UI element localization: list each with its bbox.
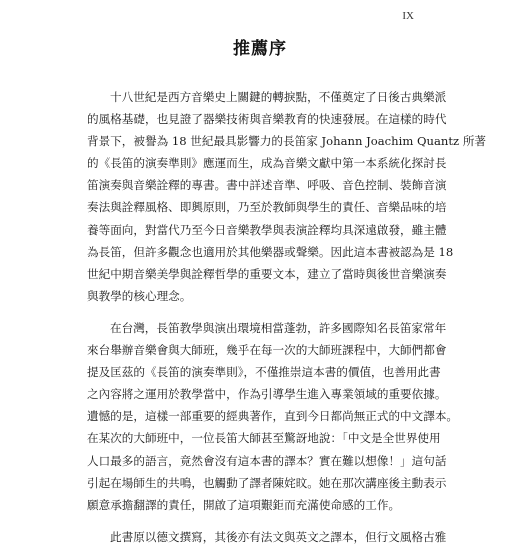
text-line: 提及匡茲的《長笛的演奏準則》，不僅推崇這本書的價值，也善用此書 — [87, 365, 441, 380]
text-line: 養等面向，對當代乃至今日音樂教學與表演詮釋均具深遠啟發，雖主體 — [87, 222, 447, 237]
text-line: 為長笛，但許多觀念也適用於其他樂器或聲樂。因此這本書被認為是 18 — [87, 244, 454, 259]
text-line: 十八世紀是西方音樂史上關鍵的轉捩點，不僅奠定了日後古典樂派 — [110, 90, 447, 104]
body-text — [87, 86, 487, 558]
text-line: 人口最多的語言，竟然會沒有這本書的譯本？實在難以想像！」這句話 — [87, 453, 447, 468]
paragraph-3 — [87, 526, 447, 548]
paragraph-1 — [87, 86, 487, 307]
page-title: 推薦序 — [233, 39, 287, 59]
text-line: 的風格基礎，也見證了器樂技術與音樂教育的快速發展。在這樣的時代 — [87, 112, 447, 127]
text-line: 在某次的大師班中，一位長笛大師甚至驚訝地說：「中文是全世界使用 — [87, 431, 441, 446]
text-line: 在台灣，長笛教學與演出環境相當蓬勃，許多國際知名長笛家常年 — [110, 320, 447, 335]
text-line: 世紀中期音樂美學與詮釋哲學的重要文本，建立了當時與後世音樂演奏 — [87, 266, 447, 281]
text-line: 引起在場師生的共鳴，也觸動了譯者陳姹旼。她在那次講座後主動表示 — [87, 475, 447, 490]
page-number: IX — [402, 10, 414, 22]
text-line: 願意承擔翻譯的責任，開啟了這項艱鉅而充滿使命感的工作。 — [87, 497, 401, 512]
text-line: 來台舉辦音樂會與大師班，幾乎在每一次的大師班課程中，大師們都會 — [87, 343, 447, 358]
text-line: 與教學的核心理念。 — [87, 288, 192, 303]
text-line: 奏法與詮釋風格、即興原則，乃至於教師與學生的責任、音樂品味的培 — [87, 200, 447, 215]
text-line: 之內容將之運用於教學當中，作為引導學生進入專業領域的重要依據。 — [87, 387, 447, 402]
text-line: 的《長笛的演奏準則》應運而生，成為音樂文獻中第一本系統化探討長 — [87, 156, 447, 171]
text-line: 遺憾的是，這樣一部重要的經典著作，直到今日都尚無正式的中文譯本。 — [87, 409, 459, 424]
text-line: 此書原以德文撰寫，其後亦有法文與英文之譯本，但行文風格古雅 — [110, 529, 447, 544]
text-line: 笛演奏與音樂詮釋的專書。書中詳述音準、呼吸、音色控制、裝飾音演 — [87, 178, 447, 193]
text-line: 背景下，被譽為 18 世紀最具影響力的長笛家 Johann Joachim Quantz 所著 — [87, 134, 487, 149]
paragraph-2 — [87, 317, 459, 516]
